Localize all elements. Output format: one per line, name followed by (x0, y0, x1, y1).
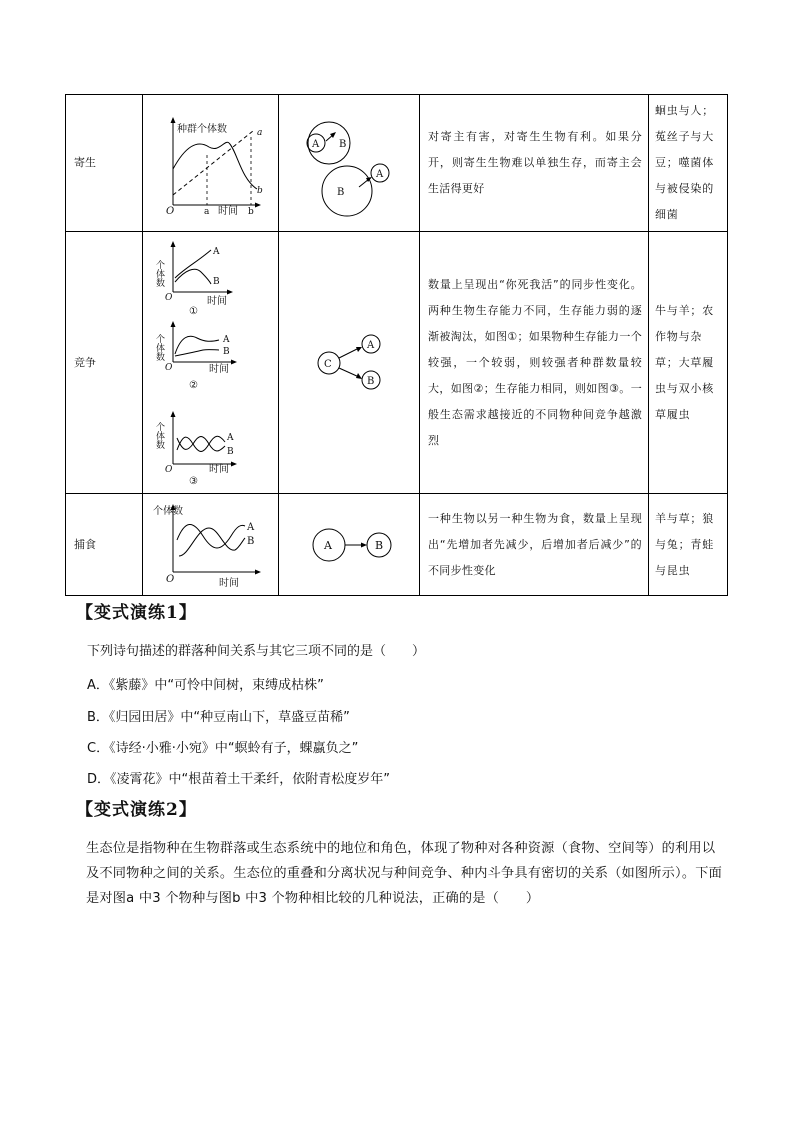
graph-origin: O (164, 292, 172, 303)
graph-ylabel: 个体数 (153, 421, 164, 449)
predation-diagram (289, 515, 409, 575)
circle-label: A (376, 169, 384, 180)
predation-graph-cell (143, 494, 279, 596)
series-label: A (226, 432, 233, 443)
graph-xlabel: 时间 (218, 577, 239, 589)
graph-ylabel: 个体数 (153, 259, 164, 287)
relation-examples: 蛔虫与人；菟丝子与大豆；噬菌体与被侵染的细菌 (649, 95, 728, 232)
parasitism-diagram (289, 103, 409, 223)
curve-label-b: b (256, 186, 263, 196)
circle-label: A (367, 339, 375, 351)
dashed-curve (173, 131, 253, 195)
table-row (66, 95, 728, 232)
circle-label: B (339, 139, 347, 150)
series-label: A (246, 521, 254, 533)
graph-xlabel: 时间 (208, 363, 229, 375)
exercise1-question: 下列诗句描述的群落种间关系与其它三项不同的是（ ） (87, 644, 426, 659)
table-row (66, 232, 728, 494)
relation-name: 寄生 (66, 95, 143, 232)
predation-graph (145, 500, 277, 590)
circle-label: C (324, 358, 332, 370)
graph-origin: O (165, 573, 174, 585)
graph-number: ② (188, 379, 198, 391)
exercise2-paragraph: 生态位是指物种在生物群落或生态系统中的地位和角色，体现了物种对各种资源（食物、空间等）的利用以及不同物种之间的关系。生态位的重叠和分离状况与种间竞争、种内斗争具有密切的关系（如图所示）。下面是对图a 中3 个物种与图b 中3 个物种相比较的几种说法，正确的是（ ） (86, 841, 722, 906)
option-d[interactable]: D．《凌霄花》中“根苗着土干柔纤，依附青松度岁年” (87, 772, 390, 787)
circle-label: A (324, 538, 332, 552)
relation-description: 对寄主有害，对寄生生物有利。如果分开，则寄生生物难以单独生存，而寄主会生活得更好 (420, 95, 649, 232)
series-label: B (222, 346, 230, 357)
relation-examples: 牛与羊；农作物与杂草；大草履虫与双小核草履虫 (649, 232, 728, 494)
parasitism-graph-cell (143, 95, 279, 232)
parasitism-graph (145, 107, 277, 219)
relation-name: 捕食 (66, 494, 143, 596)
competition-diagram-cell (279, 232, 420, 494)
graph-xlabel: 时间 (208, 463, 229, 475)
graph-number: ① (188, 305, 198, 317)
option-b[interactable]: B．《归园田居》中“种豆南山下，草盛豆苗稀” (87, 710, 350, 725)
tick-a: a (203, 207, 209, 217)
series-label: A (212, 246, 219, 257)
graph-number: ③ (188, 475, 198, 487)
graph-ylabel: 个体数 (153, 333, 164, 361)
graph-origin: O (164, 464, 172, 475)
graph-xlabel: 时间 (206, 295, 227, 307)
relation-examples: 羊与草；狼与兔；青蛙与昆虫 (649, 494, 728, 596)
graph-ylabel: 个体数 (152, 505, 183, 517)
tick-b: b (247, 207, 254, 217)
competition-diagram (299, 328, 399, 398)
circle-label: A (312, 139, 320, 150)
relation-name: 竞争 (66, 232, 143, 494)
competition-graphs (145, 238, 277, 488)
competition-graphs-cell (143, 232, 279, 494)
circle-label: B (375, 538, 384, 552)
series-label: A (222, 334, 229, 345)
host-decline-curve (229, 143, 257, 189)
circle-label: B (367, 375, 375, 387)
series-label: B (212, 276, 220, 287)
graph-xlabel: 时间 (217, 206, 238, 217)
relationship-table (65, 94, 728, 596)
graph-origin: O (165, 206, 174, 217)
series-label: B (226, 446, 234, 457)
host-curve (173, 142, 229, 169)
relation-description: 数量上呈现出“你死我活”的同步性变化。两种生物生存能力不同，生存能力弱的逐渐被淘汰，如图①；如果物种生存能力一个较强，一个较弱，则较强者种群数量较大，如图②；生存能力相同，则如图③。一般生态需求越接近的不同物种间竞争越激烈 (420, 232, 649, 494)
curve-label-a: a (256, 128, 262, 138)
predation-diagram-cell (279, 494, 420, 596)
exercise1-heading: 【变式演练1】 (76, 603, 197, 623)
circle-label: B (337, 187, 345, 198)
option-a[interactable]: A．《紫藤》中“可怜中间树，束缚成枯株” (87, 678, 324, 693)
exercise2-heading: 【变式演练2】 (76, 800, 197, 820)
relation-description: 一种生物以另一种生物为食，数量上呈现出“先增加者先减少，后增加者后减少”的不同步性变化 (420, 494, 649, 596)
parasitism-diagram-cell (279, 95, 420, 232)
graph-ylabel: 种群个体数 (176, 124, 227, 135)
option-c[interactable]: C．《诗经·小雅·小宛》中“螟蛉有子，蜾蠃负之” (87, 741, 359, 756)
table-row (66, 494, 728, 596)
graph-origin: O (164, 362, 172, 373)
series-label: B (246, 535, 254, 547)
